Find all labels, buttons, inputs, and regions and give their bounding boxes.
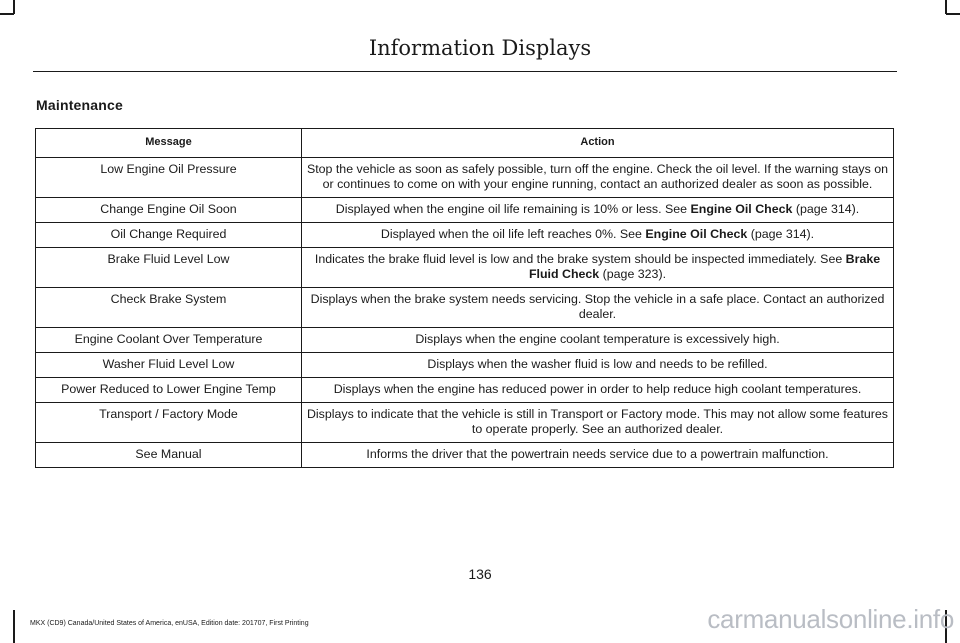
message-cell: Brake Fluid Level Low	[36, 248, 302, 288]
message-cell: Transport / Factory Mode	[36, 403, 302, 443]
watermark: carmanualsonline.info	[707, 604, 954, 634]
crop-mark-top-left-v	[13, 0, 15, 14]
maintenance-table	[35, 128, 894, 468]
table-row	[36, 378, 894, 403]
table-row	[36, 158, 894, 198]
page-reference: Engine Oil Check	[690, 202, 793, 216]
table-row	[36, 223, 894, 248]
action-cell	[302, 248, 894, 288]
action-cell	[302, 198, 894, 223]
action-text: (page 323).	[599, 267, 667, 281]
table-row	[36, 353, 894, 378]
table-row	[36, 328, 894, 353]
table-header-row	[36, 129, 894, 158]
action-cell	[302, 158, 894, 198]
action-text: Displayed when the engine oil life remaining is 10% or less. See	[335, 202, 691, 216]
column-header-action: Action	[302, 129, 894, 158]
message-cell: Low Engine Oil Pressure	[36, 158, 302, 198]
crop-mark-top-right-h	[946, 13, 960, 15]
page-reference: Brake Fluid Check	[528, 252, 881, 281]
action-text: Informs the driver that the powertrain needs service due to a powertrain malfunction.	[366, 447, 829, 461]
table-row	[36, 288, 894, 328]
action-text: Displayed when the oil life left reaches 0%. See	[380, 227, 646, 241]
action-text: (page 314).	[792, 202, 860, 216]
message-cell: See Manual	[36, 443, 302, 468]
action-text: Stop the vehicle as soon as safely possible, turn off the engine. Check the oil level. If the warning stays on or continues to come on with your engine running, contact an authorized dealer as soon as possible.	[306, 162, 889, 191]
message-cell: Change Engine Oil Soon	[36, 198, 302, 223]
message-cell: Engine Coolant Over Temperature	[36, 328, 302, 353]
footer-edition-info: MKX (CD9) Canada/United States of America, enUSA, Edition date: 201707, First Printing	[30, 620, 309, 627]
table-row	[36, 403, 894, 443]
action-cell	[302, 443, 894, 468]
message-cell: Oil Change Required	[36, 223, 302, 248]
action-cell	[302, 353, 894, 378]
action-text: Indicates the brake fluid level is low and the brake system should be inspected immediately. See	[314, 252, 846, 266]
page-reference: Engine Oil Check	[645, 227, 748, 241]
action-text: Displays when the engine coolant temperature is excessively high.	[415, 332, 780, 346]
table-row	[36, 198, 894, 223]
action-cell	[302, 378, 894, 403]
column-header-message: Message	[36, 129, 302, 158]
table-body	[36, 158, 894, 468]
table-row	[36, 443, 894, 468]
action-text: Displays when the brake system needs servicing. Stop the vehicle in a safe place. Contact an authorized dealer.	[310, 292, 885, 321]
action-cell	[302, 328, 894, 353]
page-header-title: Information Displays	[368, 36, 592, 60]
action-cell	[302, 403, 894, 443]
action-cell	[302, 223, 894, 248]
action-text: (page 314).	[747, 227, 815, 241]
header-divider	[33, 71, 897, 72]
message-cell: Check Brake System	[36, 288, 302, 328]
message-cell: Power Reduced to Lower Engine Temp	[36, 378, 302, 403]
action-cell	[302, 288, 894, 328]
page-number: 136	[468, 566, 492, 582]
action-text: Displays when the washer fluid is low and needs to be refilled.	[427, 357, 768, 371]
message-cell: Washer Fluid Level Low	[36, 353, 302, 378]
crop-mark-top-right-v	[945, 0, 947, 14]
action-text: Displays when the engine has reduced power in order to help reduce high coolant temperatures.	[333, 382, 862, 396]
action-text: Displays to indicate that the vehicle is still in Transport or Factory mode. This may not allow some features to operate properly. See an authorized dealer.	[306, 407, 888, 436]
crop-mark-top-left-h	[0, 13, 14, 15]
crop-mark-bottom-left-v	[13, 610, 15, 643]
section-title: Maintenance	[36, 97, 123, 113]
table-row	[36, 248, 894, 288]
